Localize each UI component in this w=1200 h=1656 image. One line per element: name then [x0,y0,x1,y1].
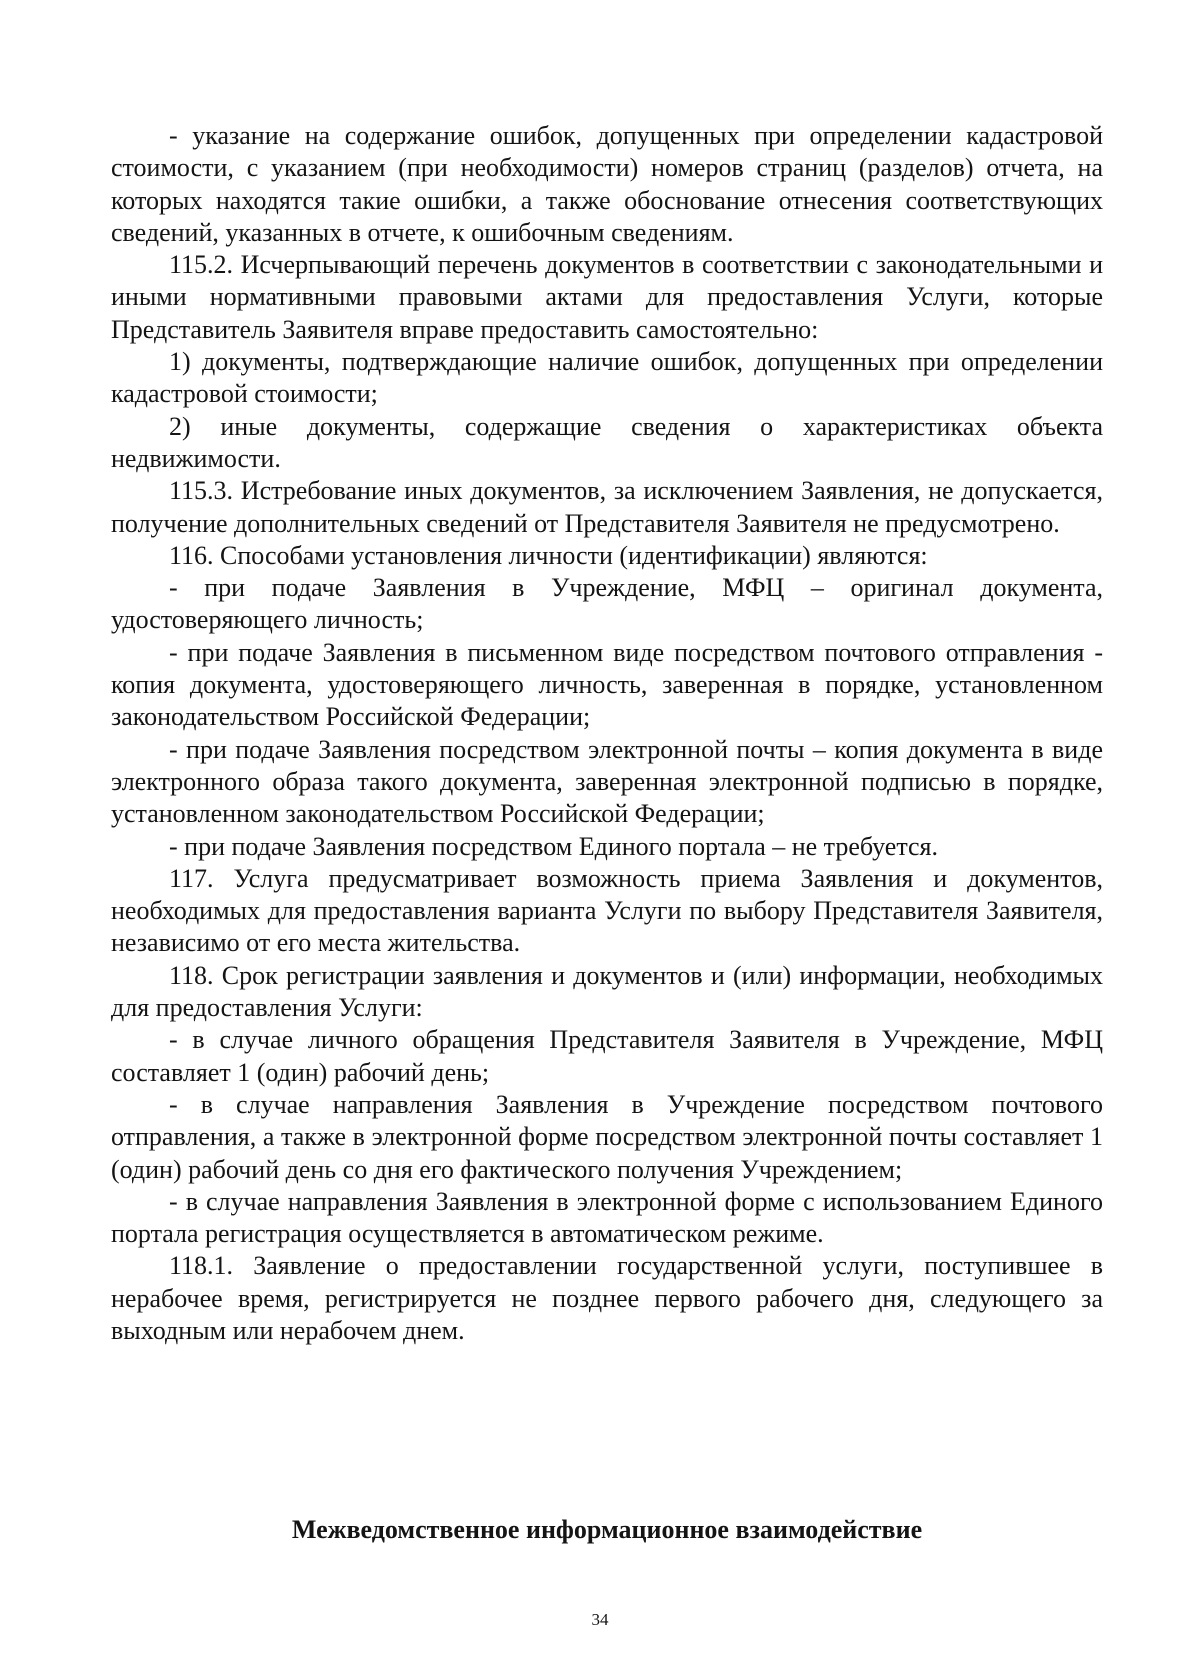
paragraph-118: 118. Срок регистрации заявления и документов и (или) информации, необходимых для предоставления Услуги: [111,960,1103,1023]
paragraph-116-item-portal: - при подаче Заявления посредством Единого портала – не требуется. [169,831,939,861]
paragraph-116-item-office: - при подаче Заявления в Учреждение, МФЦ – оригинал документа, удостоверяющего личность; [111,573,1103,635]
paragraph-118-item-portal: - в случае направления Заявления в электронной форме с использованием Единого портала регистрация осуществляется в автоматическом режиме. [111,1186,1103,1249]
paragraph-116: 116. Способами установления личности (идентификации) являются: [169,540,928,570]
paragraph-118-item-personal: - в случае личного обращения Представителя Заявителя в Учреждение, МФЦ составляет 1 (один) рабочий день; [111,1025,1103,1087]
document-body [111,120,1103,1347]
paragraph-115-2-item-2: 2) иные документы, содержащие сведения о характеристиках объекта недвижимости. [111,411,1103,473]
paragraph-error-indication: - указание на содержание ошибок, допущенных при определении кадастровой стоимости, с указанием (при необходимости) номеров страниц (разделов) отчета, на которых находятся такие ошибки, а также обоснование отнесения соответствующих сведений, указанных в отчете, к ошибочным сведениям. [111,121,1103,247]
paragraph-117: 117. Услуга предусматривает возможность приема Заявления и документов, необходимых для предоставления варианта Услуги по выбору Представителя Заявителя, независимо от его места жительства. [111,863,1103,958]
paragraph-115-3: 115.3. Истребование иных документов, за исключением Заявления, не допускается, получение дополнительных сведений от Представителя Заявителя не предусмотрено. [111,476,1103,538]
paragraph-118-item-mail: - в случае направления Заявления в Учреждение посредством почтового отправления, а также в электронной форме посредством электронной почты составляет 1 (один) рабочий день со дня его фактического получения Учреждением; [111,1089,1103,1184]
paragraph-115-2-item-1: 1) документы, подтверждающие наличие ошибок, допущенных при определении кадастровой стоимости; [111,347,1103,409]
page-number: 34 [591,1610,609,1629]
paragraph-116-item-mail: - при подаче Заявления в письменном виде посредством почтового отправления - копия документа, удостоверяющего личность, заверенная в порядке, установленном законодательством Российской Федерации; [111,637,1103,732]
paragraph-118-1: 118.1. Заявление о предоставлении государственной услуги, поступившее в нерабочее время, регистрируется не позднее первого рабочего дня, следующего за выходным или нерабочем днем. [111,1251,1103,1345]
paragraph-116-item-email: - при подаче Заявления посредством электронной почты – копия документа в виде электронного образа такого документа, заверенная электронной подписью в порядке, установленном законодательством Российской Федерации; [111,734,1103,829]
paragraph-115-2: 115.2. Исчерпывающий перечень документов в соответствии с законодательными и иными нормативными правовыми актами для предоставления Услуги, которые Представитель Заявителя вправе предоставить самостоятельно: [111,250,1103,344]
section-heading: Межведомственное информационное взаимодействие [291,1515,923,1544]
